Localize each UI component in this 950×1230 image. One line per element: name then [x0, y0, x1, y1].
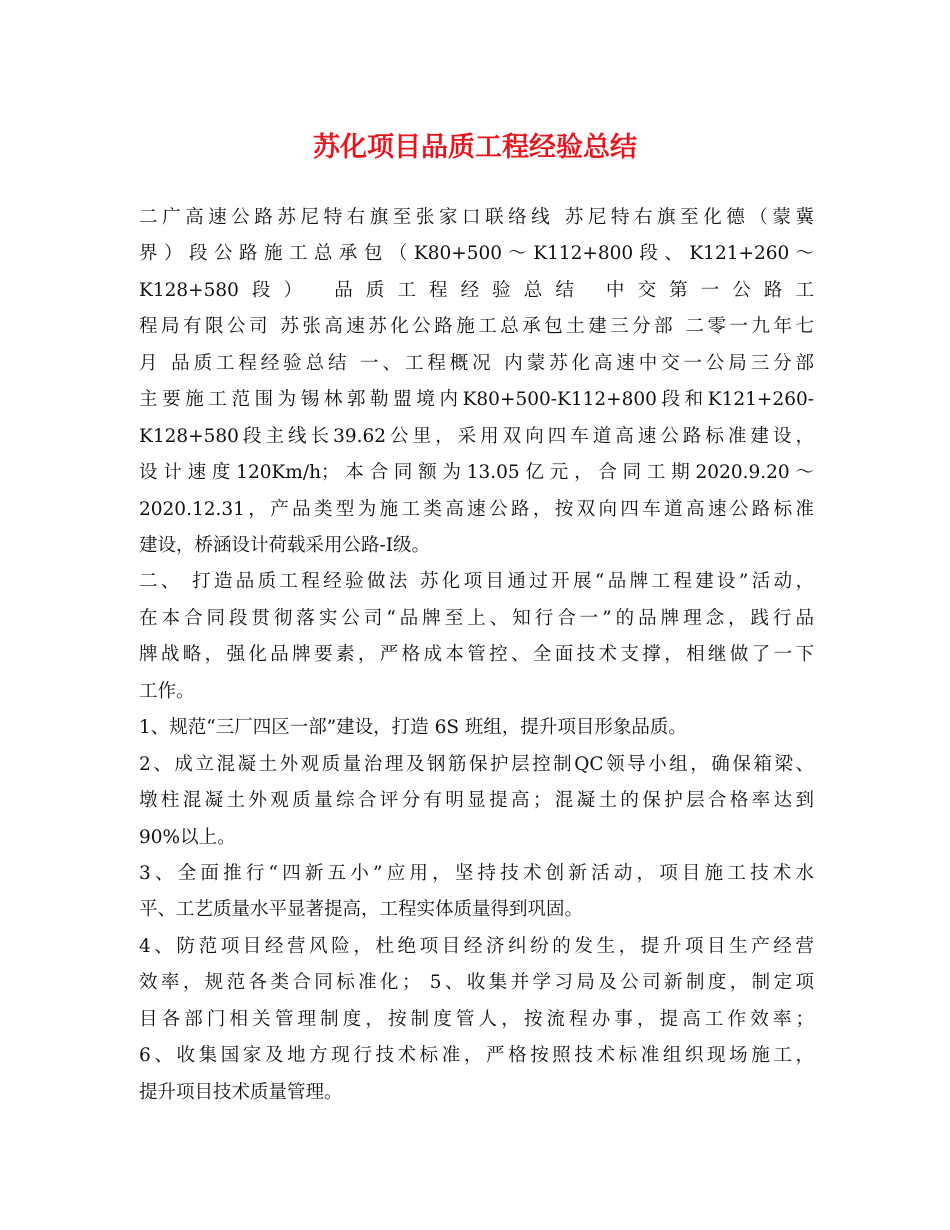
body-line-16: 2、成立混凝土外观质量治理及钢筋保护层控制QC领导小组，确保箱梁、: [139, 754, 814, 775]
body-line-18: 90%以上。: [139, 827, 236, 848]
body-line-8: 设计速度120Km/h；本合同额为13.05亿元，合同工期2020.9.20～: [139, 462, 814, 483]
body-line-14: 工作。: [139, 681, 195, 702]
body-line-1: 二广高速公路苏尼特右旗至张家口联络线 苏尼特右旗至化德（蒙冀: [139, 207, 814, 228]
body-line-20: 平、工艺质量水平显著提高，工程实体质量得到巩固。: [139, 899, 584, 920]
body-line-22: 效率，规范各类合同标准化； 5、收集并学习局及公司新制度，制定项: [139, 972, 814, 993]
body-line-4: 程局有限公司 苏张高速苏化公路施工总承包土建三分部 二零一九年七: [139, 316, 814, 337]
body-line-23: 目各部门相关管理制度，按制度管人，按流程办事，提高工作效率；: [139, 1009, 814, 1030]
body-line-13: 牌战略，强化品牌要素，严格成本管控、全面技术支撑，相继做了一下: [139, 644, 814, 665]
body-line-11: 二、 打造品质工程经验做法 苏化项目通过开展“品牌工程建设”活动，: [139, 571, 814, 592]
body-line-3: K128+580段） 品质工程经验总结 中交第一公路工: [139, 280, 814, 301]
body-line-5: 月 品质工程经验总结 一、工程概况 内蒙苏化高速中交一公局三分部: [139, 353, 814, 374]
body-line-25: 提升项目技术质量管理。: [139, 1082, 343, 1103]
body-line-12: 在本合同段贯彻落实公司“品牌至上、知行合一”的品牌理念，践行品: [139, 608, 814, 629]
body-line-21: 4、防范项目经营风险，杜绝项目经济纠纷的发生，提升项目生产经营: [139, 936, 814, 957]
body-line-24: 6、收集国家及地方现行技术标准，严格按照技术标准组织现场施工，: [139, 1045, 814, 1066]
document-title: 苏化项目品质工程经验总结: [313, 132, 637, 163]
body-line-7: K128+580段主线长39.62公里，采用双向四车道高速公路标准建设，: [139, 426, 814, 447]
body-line-9: 2020.12.31，产品类型为施工类高速公路，按双向四车道高速公路标准: [139, 499, 814, 520]
body-line-10: 建设，桥涵设计荷载采用公路-Ⅰ级。: [139, 535, 431, 556]
body-line-15: 1、规范“三厂四区一部”建设，打造 6S 班组，提升项目形象品质。: [139, 717, 687, 738]
body-line-6: 主要施工范围为锡林郭勒盟境内K80+500-K112+800段和K121+260-: [139, 389, 814, 410]
body-line-17: 墩柱混凝土外观质量综合评分有明显提高；混凝土的保护层合格率达到: [139, 790, 814, 811]
body-line-2: 界 ） 段 公 路 施 工 总 承 包 （ K80+500 ～ K112+800 段 、 K121+260 ～: [139, 243, 814, 264]
body-line-19: 3、全面推行“四新五小”应用，坚持技术创新活动，项目施工技术水: [139, 863, 814, 884]
